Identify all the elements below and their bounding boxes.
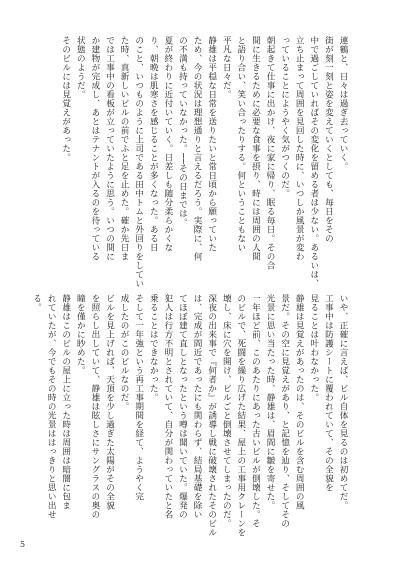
text-line: 見ることは叶わなかった。 bbox=[308, 294, 319, 402]
text-line: のこと、いつものように上司である田中トムと外回りをしてい bbox=[133, 36, 144, 288]
text-line: 光景に思い当たった時、静雄は、眉間に皺を寄せた。 bbox=[265, 294, 276, 510]
text-line: 静雄はこのビルの屋上に立った時は周囲は暗闇に包ま bbox=[60, 294, 71, 510]
text-line: 犯人は行方不明とされていて、自分が関わっていたと名 bbox=[162, 294, 173, 519]
upper-text-block bbox=[42, 36, 350, 288]
text-line: か建物が完成し、あとはテナントが入るのを待っている bbox=[89, 36, 100, 261]
text-line: を照らし出していて、静雄は眩しさにサングラスの奥の bbox=[89, 294, 100, 519]
text-line: 状態のようだ。 bbox=[75, 36, 86, 99]
text-line: そして一年強という再工事期間を経て、ようやく完 bbox=[133, 294, 144, 501]
text-line: る。 bbox=[31, 294, 42, 312]
text-line: 静雄は平穏な日常を送りたいと常日頃から願っていた bbox=[206, 36, 217, 252]
page-number: 5 bbox=[20, 540, 26, 549]
text-line: 工事中は防護シートに覆われていて、その全貌を bbox=[323, 294, 334, 492]
text-line: 深夜の出来事で『何者か』が誘導し戦に破壊されたそのビル bbox=[206, 294, 217, 537]
text-line: り、朝晩は肌寒さを感じることが多くなった。ある日 bbox=[148, 36, 159, 252]
text-line: のビルで、死闘を繰り広げた結果、屋上の工事用クレーンを bbox=[235, 294, 246, 537]
text-line: では工事中の看板が立っていたように思う。いつの間に bbox=[104, 36, 115, 261]
text-line: 中で過ごしていればその変化を留める者は少ない。あるいは、 bbox=[308, 36, 319, 288]
text-line: 連鶴と、日々は過ぎ去っていく。 bbox=[338, 36, 348, 171]
text-line: 夏が終わりに近付いていく。日差しも随分柔らかくな bbox=[162, 36, 173, 252]
text-line: ビルを見上げれば、天頂を少し過ぎた太陽がその全貌 bbox=[104, 294, 115, 510]
text-line: てほぼ建て直しとなったという噂は聞いていた。爆発の bbox=[177, 294, 188, 519]
lower-text-block bbox=[31, 294, 350, 537]
text-line: 瞳を僅かに眇めた。 bbox=[75, 294, 86, 375]
text-line: 成したのがこのビルなのだ。 bbox=[119, 294, 130, 411]
text-line: 景だ。その空に見覚えがあり、と記憶を辿り、そしてその bbox=[279, 294, 290, 528]
text-line: 間に生きるために必要な食事を摂り、時には周囲の人間 bbox=[250, 36, 261, 261]
text-line: 乗ることはできなかった。 bbox=[148, 294, 159, 402]
text-line: 立ち止まって周囲を見回した時に、いつしか風景が変わ bbox=[294, 36, 305, 261]
text-line: いや、正確に言えば、ビル自体を見るのは初めてだ。 bbox=[338, 294, 348, 510]
text-line: れていたが、今でもその時の光景ははっきりと思い出せ bbox=[46, 294, 57, 519]
text-line: は、完成が間近であったにも関わらず、結局基礎を除い bbox=[192, 294, 203, 519]
text-line: た時、真新しいビルの前でふと足を止めた。確か先日ま bbox=[119, 36, 130, 261]
text-line: そのビルには見覚えがあった。 bbox=[60, 36, 71, 162]
text-line: ため、今の状況は理想通りと言えるだろう。実際に、何 bbox=[192, 36, 203, 261]
text-line: の不満も持っていなかった。──その日までは。 bbox=[177, 36, 188, 228]
text-line: 街が刻一刻と姿を変えていくとしても、毎日をその bbox=[323, 36, 334, 243]
text-line: 朝起きて仕事に出かけ、夜に家に帰り、眠る毎日。その合 bbox=[265, 36, 276, 270]
text-line: っていることにようやく気がつくのだ。 bbox=[279, 36, 290, 198]
text-line: 一年ほど前、このあたりにあった古いビルが倒壊した。そ bbox=[250, 294, 261, 528]
text-line: 平凡な日々だ。 bbox=[221, 36, 232, 99]
text-line: と語り合い、笑い合ったりする。何ということもない bbox=[235, 36, 246, 252]
text-line: 壊し、床に穴を開け、ビルごと倒壊させてしまったのだ。 bbox=[221, 294, 232, 528]
text-line: 静雄は見覚えがあったのは、そのビルを含む周囲の風 bbox=[294, 294, 305, 510]
